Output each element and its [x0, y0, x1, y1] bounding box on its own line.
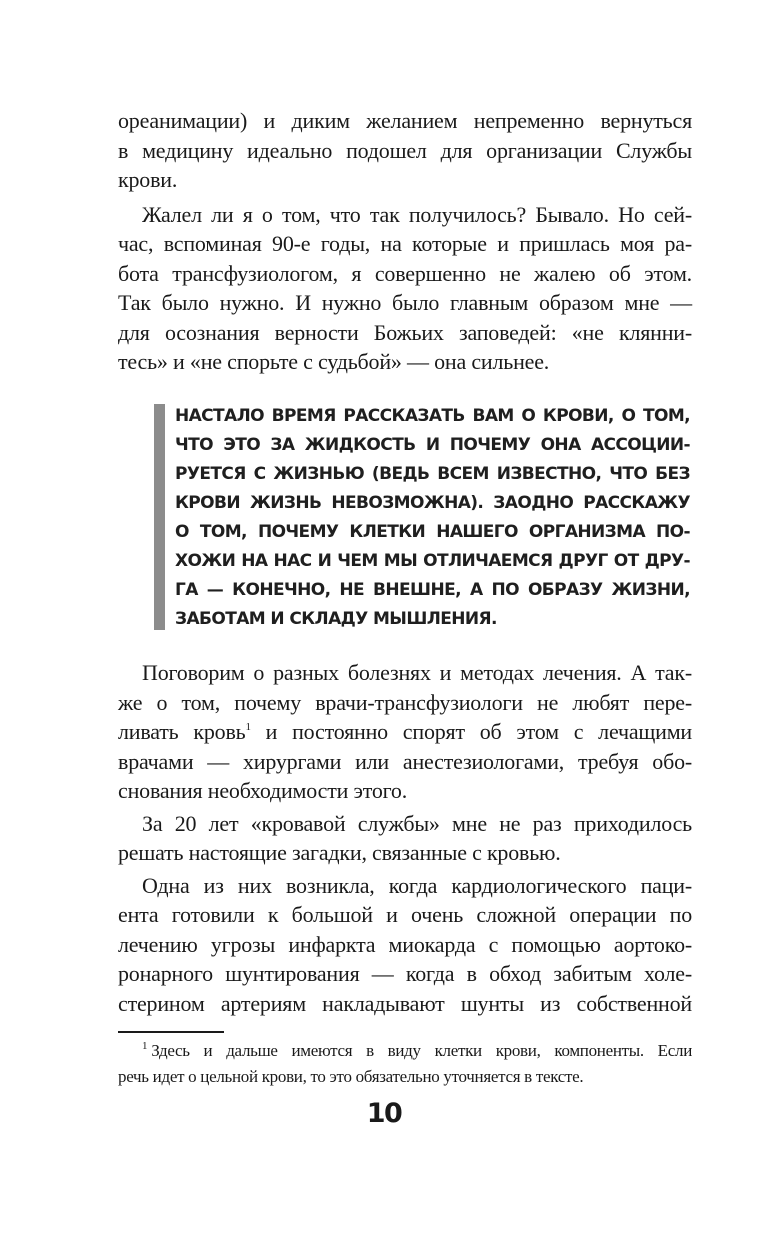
pull-quote-line: РУЕТСЯ С ЖИЗНЬЮ (ВЕДЬ ВСЕМ ИЗВЕСТНО, ЧТО БЕЗ	[175, 464, 690, 484]
pull-quote-bar	[154, 404, 165, 630]
page-number: 10	[366, 1098, 402, 1129]
text-line: ронарного шунтирования — когда в обход забитым холе-	[118, 961, 692, 986]
text-line: час, вспоминая 90-е годы, на которые и пришлась моя ра-	[118, 231, 692, 256]
text-line: Одна из них возникла, когда кардиологического паци-	[142, 872, 692, 898]
bottom-text-block	[118, 658, 692, 1018]
footnote-mark: 1	[142, 1040, 148, 1052]
pull-quote-line: О ТОМ, ПОЧЕМУ КЛЕТКИ НАШЕГО ОРГАНИЗМА ПО-	[175, 522, 690, 542]
text-line: же о том, почему врачи-трансфузиологи не любят пере-	[118, 689, 692, 715]
text-line: тесь» и «не спорьте с судьбой» — она сильнее.	[118, 349, 550, 374]
text-line: снования необходимости этого.	[118, 778, 408, 803]
footnote-text: Здесь и дальше имеются в виду клетки крови, компоненты. Если	[151, 1041, 692, 1060]
text-line: За 20 лет «кровавой службы» мне не раз приходилось	[142, 810, 692, 836]
pull-quote-text	[175, 402, 690, 634]
footnote	[118, 1038, 692, 1090]
paragraph	[118, 871, 692, 1019]
pull-quote-line: ХОЖИ НА НАС И ЧЕМ МЫ ОТЛИЧАЕМСЯ ДРУГ ОТ ДРУ-	[175, 551, 690, 571]
text-line: Жалел ли я о том, что так получилось? Бывало. Но сей-	[142, 201, 692, 227]
footnote-reference[interactable]: 1	[245, 721, 251, 733]
top-text-block	[118, 106, 692, 377]
text-line: ореанимации) и диким желанием непременно вернуться	[118, 108, 692, 133]
text-line: ента готовили к большой и очень сложной операции по	[118, 902, 692, 927]
text-line: решать настоящие загадки, связанные с кровью.	[118, 840, 561, 865]
footnote-divider	[118, 1031, 224, 1033]
pull-quote-line: НАСТАЛО ВРЕМЯ РАССКАЗАТЬ ВАМ О КРОВИ, О ТОМ,	[175, 406, 690, 426]
pull-quote-line: ЗАБОТАМ И СКЛАДУ МЫШЛЕНИЯ.	[175, 609, 497, 629]
text-line: крови.	[118, 167, 178, 192]
text-line: лечению угрозы инфаркта миокарда с помощью аортоко-	[118, 931, 692, 957]
text-line: бота трансфузиологом, я совершенно не жалею об этом.	[118, 260, 692, 286]
pull-quote-line: ГА — КОНЕЧНО, НЕ ВНЕШНЕ, А ПО ОБРАЗУ ЖИЗНИ,	[175, 580, 690, 600]
text-line: стерином артериям накладывают шунты из собственной	[118, 990, 692, 1016]
text-fragment: и постоянно спорят об этом с лечащими	[250, 719, 692, 744]
paragraph	[118, 809, 692, 868]
text-line: в медицину идеально подошел для организации Службы	[118, 137, 692, 163]
text-fragment: ливать кровь	[118, 719, 246, 744]
text-line	[118, 717, 692, 747]
paragraph	[118, 658, 692, 806]
text-line: Так было нужно. И нужно было главным образом мне —	[118, 290, 692, 315]
pull-quote-line: КРОВИ ЖИЗНЬ НЕВОЗМОЖНА). ЗАОДНО РАССКАЖУ	[175, 493, 690, 513]
text-line: врачами — хирургами или анестезиологами, требуя обо-	[118, 748, 692, 774]
pull-quote	[154, 404, 690, 630]
paragraph	[118, 106, 692, 195]
footnote-line: речь идет о цельной крови, то это обязательно уточняется в тексте.	[118, 1067, 584, 1086]
text-line: для осознания верности Божьих заповедей: «не клянни-	[118, 319, 692, 345]
pull-quote-line: ЧТО ЭТО ЗА ЖИДКОСТЬ И ПОЧЕМУ ОНА АССОЦИИ-	[175, 435, 690, 455]
footnote-line	[118, 1038, 692, 1064]
text-line: Поговорим о разных болезнях и методах лечения. А так-	[142, 660, 692, 685]
paragraph	[118, 200, 692, 377]
